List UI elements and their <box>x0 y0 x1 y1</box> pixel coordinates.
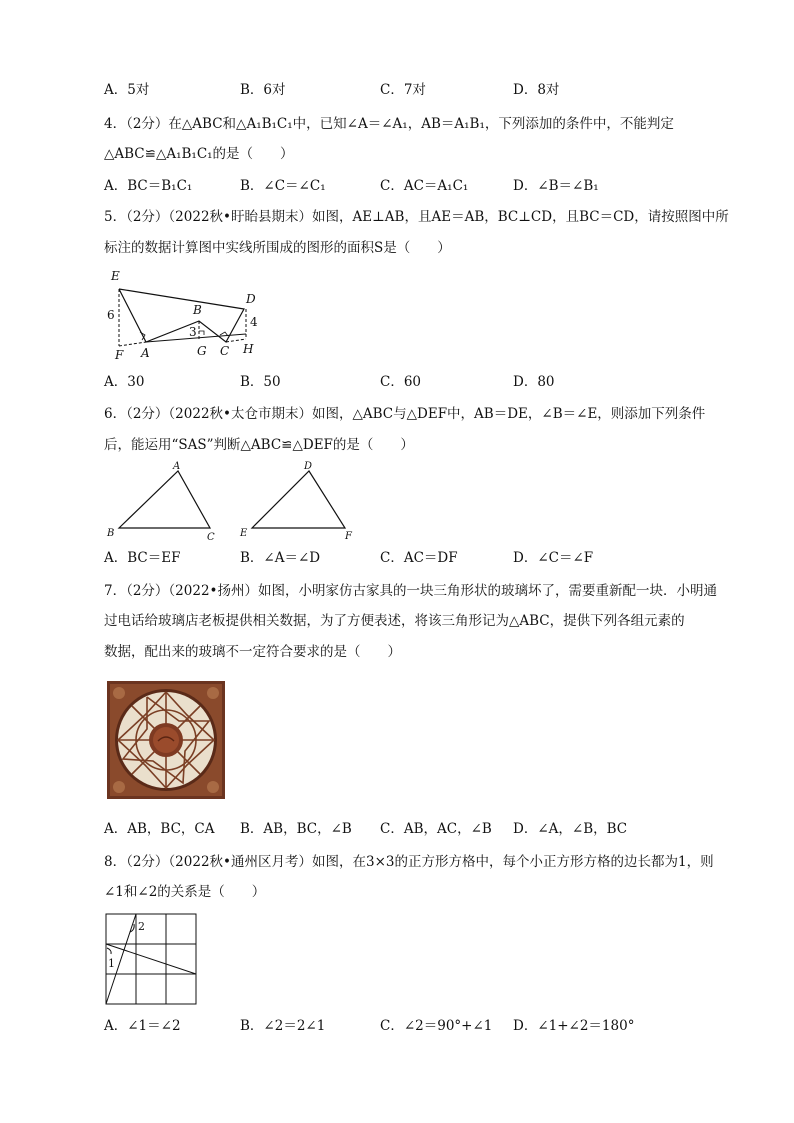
q6-stem-line1: 6．（2分）（2022秋•太仓市期末）如图，△ABC与△DEF中，AB＝DE，∠B＝∠E，则添加下列条件 <box>104 406 706 422</box>
q8-option-d: D．∠1+∠2＝180° <box>513 1018 635 1034</box>
q6-option-b: B．∠A＝∠D <box>240 550 321 566</box>
q4-option-b: B．∠C＝∠C₁ <box>240 178 326 194</box>
q3-option-d: D．8对 <box>513 82 560 98</box>
q5-stem-line2: 标注的数据计算图中实线所围成的图形的面积S是（ ） <box>104 240 451 256</box>
q5-option-b: B．50 <box>240 374 281 390</box>
q6-figure <box>100 458 370 543</box>
q7-glass-photo <box>107 681 225 799</box>
q5-label-h: H <box>243 342 254 356</box>
q5-figure <box>100 262 270 362</box>
q8-angle-label-2: 2 <box>138 920 145 933</box>
q4-option-a: A．BC＝B₁C₁ <box>104 178 193 194</box>
q7-option-c: C．AB，AC，∠B <box>380 821 492 837</box>
q5-label-c: C <box>220 344 230 358</box>
q3-option-c: C．7对 <box>380 82 426 98</box>
q5-option-c: C．60 <box>380 374 422 390</box>
q4-option-c: C．AC＝A₁C₁ <box>380 178 469 194</box>
q8-stem-line1: 8．（2分）（2022秋•通州区月考）如图，在3×3的正方形方格中，每个小正方形方格的边长都为1，则 <box>104 854 714 870</box>
q8-grid-figure <box>100 908 204 1008</box>
q8-angle-label-1: 1 <box>108 957 115 970</box>
q3-option-a: A．5对 <box>104 82 150 98</box>
q5-label-a: A <box>141 346 150 360</box>
q8-stem-line2: ∠1和∠2的关系是（ ） <box>104 884 266 900</box>
q5-option-d: D．80 <box>513 374 555 390</box>
q5-label-6: 6 <box>107 308 115 322</box>
q6-label-e: E <box>240 528 248 539</box>
q5-option-a: A．30 <box>104 374 145 390</box>
q5-label-b: B <box>193 303 202 317</box>
q5-stem-line1: 5．（2分）（2022秋•盱眙县期末）如图，AE⊥AB，且AE＝AB，BC⊥CD，且BC＝CD，请按照图中所 <box>104 209 729 225</box>
q7-stem-line3: 数据，配出来的玻璃不一定符合要求的是（ ） <box>104 644 401 660</box>
q8-option-b: B．∠2＝2∠1 <box>240 1018 326 1034</box>
q8-option-c: C．∠2＝90°+∠1 <box>380 1018 493 1034</box>
q5-label-g: G <box>197 344 207 358</box>
q7-option-a: A．AB，BC，CA <box>104 821 215 837</box>
q7-stem-line1: 7．（2分）（2022•扬州）如图，小明家仿古家具的一块三角形状的玻璃坏了，需要重新配一块．小明通 <box>104 583 717 599</box>
q6-label-b: B <box>107 528 115 539</box>
q5-label-f: F <box>115 348 124 362</box>
q6-option-c: C．AC＝DF <box>380 550 458 566</box>
q6-stem-line2: 后，能运用“SAS”判断△ABC≌△DEF的是（ ） <box>104 437 414 453</box>
q5-label-4: 4 <box>250 315 258 329</box>
q7-option-d: D．∠A，∠B，BC <box>513 821 628 837</box>
q4-stem-line1: 4．（2分）在△ABC和△A₁B₁C₁中，已知∠A＝∠A₁，AB＝A₁B₁，下列添加的条件中，不能判定 <box>104 116 674 132</box>
q4-stem-line2: △ABC≌△A₁B₁C₁的是（ ） <box>104 146 294 162</box>
q7-option-b: B．AB，BC，∠B <box>240 821 352 837</box>
q3-option-b: B．6对 <box>240 82 286 98</box>
q6-label-a: A <box>173 461 181 472</box>
q6-label-c: C <box>207 532 215 543</box>
q7-stem-line2: 过电话给玻璃店老板提供相关数据，为了方便表述，将该三角形记为△ABC，提供下列各组元素的 <box>104 613 685 629</box>
q6-label-d: D <box>304 461 313 472</box>
q6-option-a: A．BC＝EF <box>104 550 181 566</box>
q5-label-d: D <box>246 292 256 306</box>
q6-option-d: D．∠C＝∠F <box>513 550 594 566</box>
q4-option-d: D．∠B＝∠B₁ <box>513 178 599 194</box>
q8-option-a: A．∠1＝∠2 <box>104 1018 181 1034</box>
q5-label-3: 3 <box>189 325 197 339</box>
q5-label-e: E <box>111 269 120 283</box>
q6-label-f: F <box>345 531 352 542</box>
